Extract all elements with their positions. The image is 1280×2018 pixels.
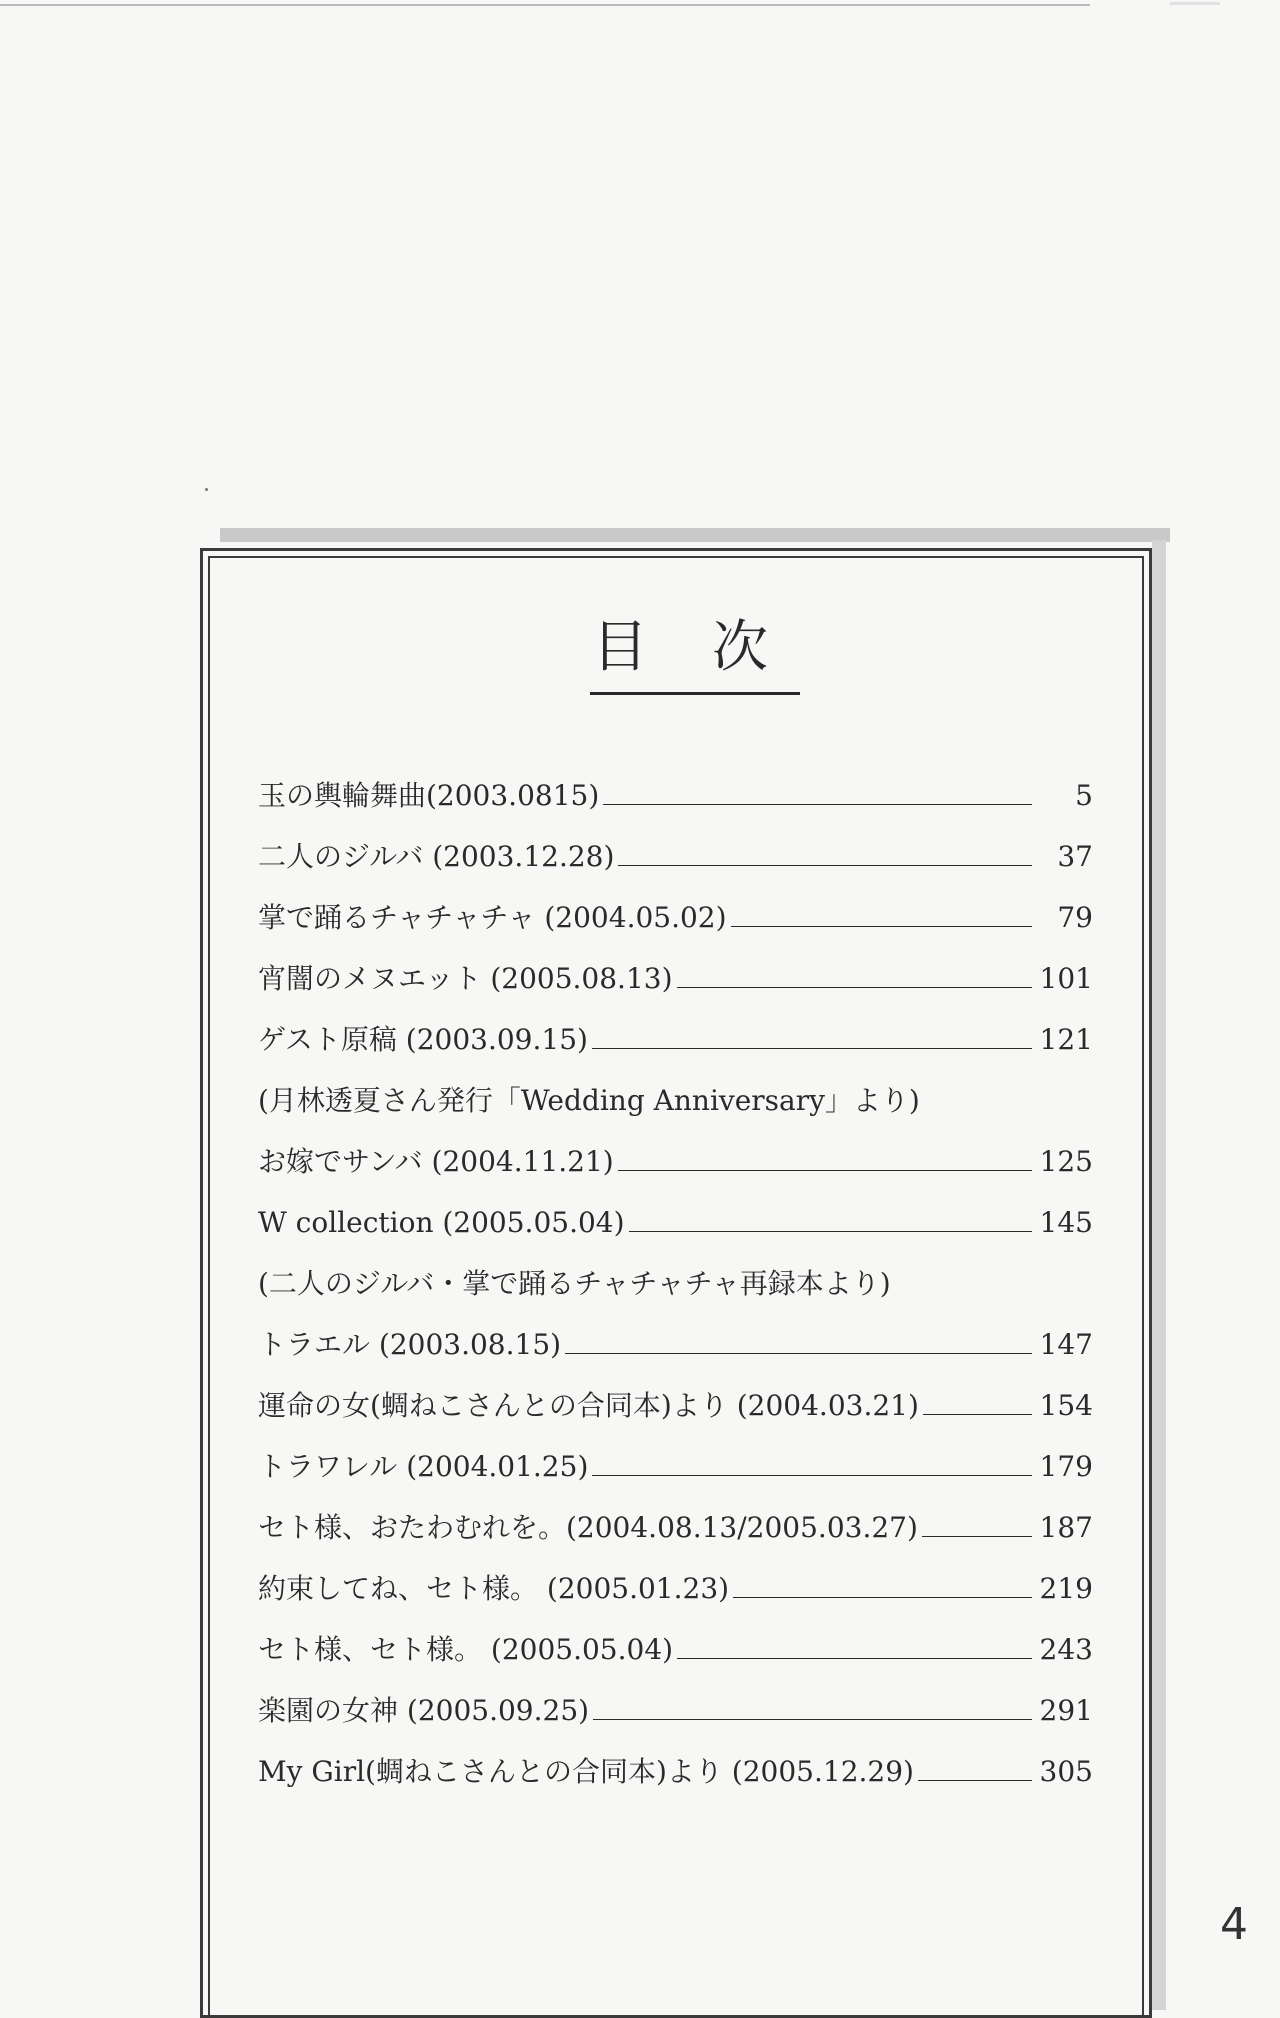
toc-entry-page: 154	[1039, 1389, 1093, 1422]
toc-leader	[592, 1028, 1032, 1049]
toc-entry-title: 楽園の女神 (2005.09.25)	[258, 1694, 590, 1727]
toc-entry-page: 101	[1039, 962, 1093, 995]
toc-entry[interactable]	[258, 1508, 1093, 1569]
toc-entry-title: 二人のジルバ (2003.12.28)	[258, 840, 615, 873]
top-edge-mark	[1170, 2, 1220, 5]
toc-entry-page: 219	[1039, 1572, 1093, 1605]
toc-leader	[923, 1394, 1032, 1415]
toc-entry[interactable]	[258, 1691, 1093, 1752]
toc-entry-title: My Girl(蜩ねこさんとの合同本)より (2005.12.29)	[258, 1755, 914, 1788]
toc-entry-title: トラワレル (2004.01.25)	[258, 1450, 589, 1483]
toc-entry-page: 5	[1075, 779, 1093, 812]
toc-entry[interactable]	[258, 1447, 1093, 1508]
toc-entry-title: W collection (2005.05.04)	[258, 1206, 625, 1239]
toc-entry-page: 305	[1039, 1755, 1093, 1788]
frame-top-shadow	[220, 528, 1170, 542]
toc-entry-page: 37	[1057, 840, 1093, 873]
toc-entry-title: セト様、セト様。 (2005.05.04)	[258, 1633, 674, 1666]
toc-entry[interactable]	[258, 837, 1093, 898]
toc-entry-title: セト様、おたわむれを。(2004.08.13/2005.03.27)	[258, 1511, 918, 1544]
frame-side-shadow	[1152, 540, 1166, 2010]
toc-leader	[922, 1516, 1032, 1537]
toc-entry-page: 125	[1039, 1145, 1093, 1178]
toc-entry[interactable]	[258, 1630, 1093, 1691]
toc-entry[interactable]	[258, 1142, 1093, 1203]
toc-entry-page: 187	[1039, 1511, 1093, 1544]
toc-entry-title: 宵闇のメヌエット (2005.08.13)	[258, 962, 673, 995]
toc-leader	[592, 1455, 1032, 1476]
toc-leader	[733, 1577, 1032, 1598]
toc-entry-title: ゲスト原稿 (2003.09.15)	[258, 1023, 588, 1056]
toc-heading	[560, 612, 832, 692]
toc-entry-title: 運命の女(蜩ねこさんとの合同本)より (2004.03.21)	[258, 1389, 919, 1422]
toc-leader	[731, 906, 1032, 927]
toc-entry-page: 179	[1039, 1450, 1093, 1483]
toc-entry[interactable]	[258, 1752, 1093, 1813]
toc-entry[interactable]	[258, 1020, 1093, 1081]
toc-note-text: (二人のジルバ・掌で踊るチャチャチャ再録本より)	[258, 1267, 891, 1300]
toc-leader	[618, 845, 1032, 866]
handwritten-page-number: 4	[1220, 1899, 1248, 1950]
toc-note	[258, 1081, 1093, 1142]
toc-entry-page: 145	[1039, 1206, 1093, 1239]
toc-entry-title: 玉の輿輪舞曲(2003.0815)	[258, 779, 600, 812]
toc-leader	[618, 1150, 1032, 1171]
toc-leader	[677, 967, 1032, 988]
toc-list	[258, 776, 1093, 1813]
paper-speck	[205, 488, 208, 491]
toc-leader	[603, 784, 1032, 805]
toc-title: 目次	[592, 615, 832, 680]
toc-entry[interactable]	[258, 1325, 1093, 1386]
toc-entry-page: 243	[1039, 1633, 1093, 1666]
toc-entry[interactable]	[258, 1569, 1093, 1630]
toc-leader	[565, 1333, 1032, 1354]
toc-leader	[593, 1699, 1032, 1720]
toc-leader	[918, 1760, 1032, 1781]
toc-entry-title: お嫁でサンバ (2004.11.21)	[258, 1145, 614, 1178]
toc-entry[interactable]	[258, 776, 1093, 837]
toc-leader	[677, 1638, 1032, 1659]
toc-entry[interactable]	[258, 898, 1093, 959]
toc-entry-title: 約束してね、セト様。 (2005.01.23)	[258, 1572, 730, 1605]
toc-entry-title: 掌で踊るチャチャチャ (2004.05.02)	[258, 901, 727, 934]
toc-note	[258, 1264, 1093, 1325]
toc-leader	[629, 1211, 1032, 1232]
toc-note-text: (月林透夏さん発行「Wedding Anniversary」より)	[258, 1084, 920, 1117]
toc-entry[interactable]	[258, 959, 1093, 1020]
toc-entry[interactable]	[258, 1386, 1093, 1447]
toc-entry-page: 291	[1039, 1694, 1093, 1727]
toc-entry-page: 121	[1039, 1023, 1093, 1056]
toc-entry-title: トラエル (2003.08.15)	[258, 1328, 562, 1361]
toc-entry-page: 147	[1039, 1328, 1093, 1361]
top-edge-line	[0, 4, 1090, 6]
toc-entry-page: 79	[1057, 901, 1093, 934]
toc-title-underline	[590, 692, 800, 695]
toc-entry[interactable]	[258, 1203, 1093, 1264]
